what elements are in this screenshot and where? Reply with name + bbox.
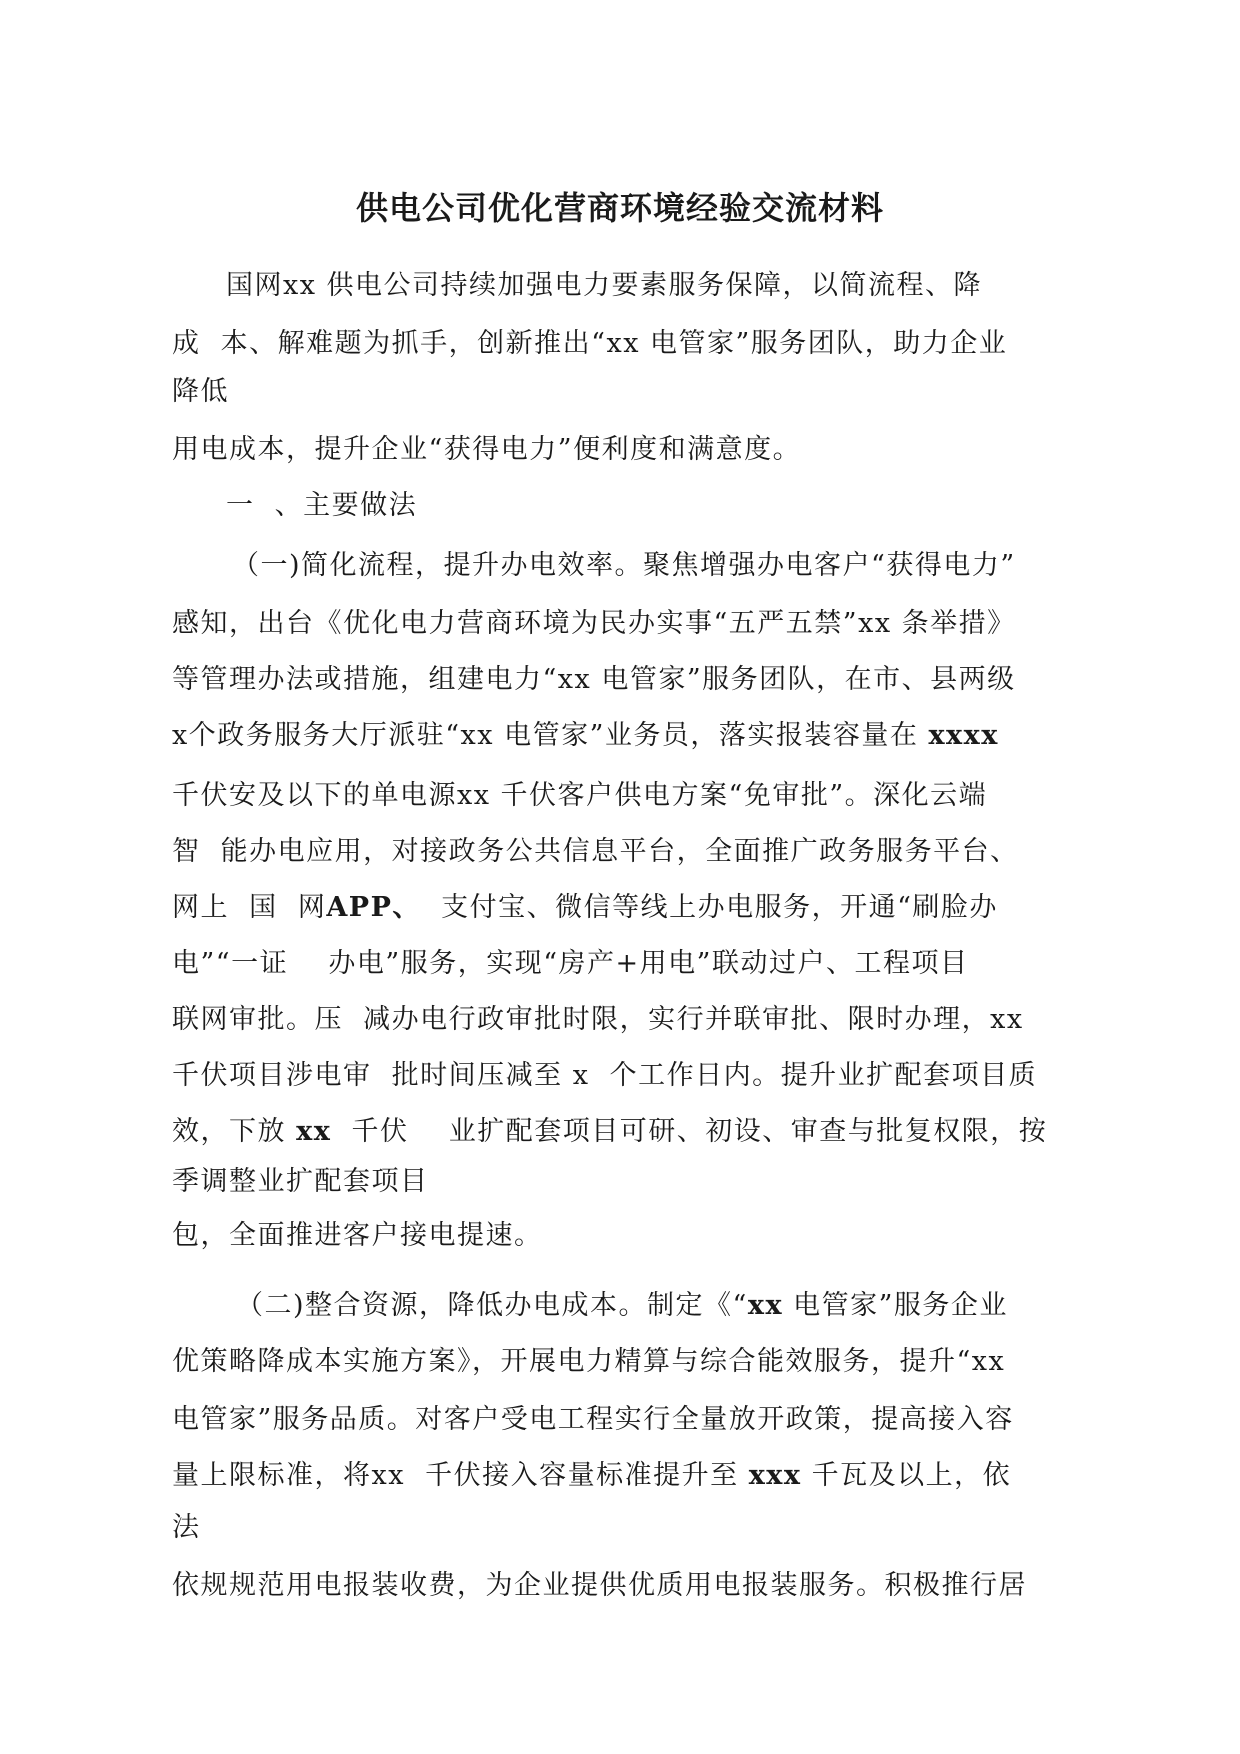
text-run: 千伏项目涉电审 批时间压减至 x 个工作日内。提升业扩配套项目质: [172, 1060, 1038, 1091]
text-run: （一)简化流程，提升办电效率。聚焦增强办电客户“获得电力”: [232, 550, 1016, 581]
paragraph-line: [172, 1400, 1014, 1440]
paragraph-line: [172, 1566, 1027, 1606]
text-run: 电”“一证 办电”服务，实现“房产+用电”联动过户、工程项目: [172, 948, 969, 979]
paragraph-line: [172, 660, 1016, 700]
text-run: 量上限标准，将xx 千伏接入容量标准提升至: [172, 1460, 749, 1491]
text-run-bold: xxx: [748, 1460, 802, 1491]
text-run: 电管家”服务品质。对客户受电工程实行全量放开政策，提高接入容: [172, 1404, 1014, 1435]
paragraph-line: [172, 604, 1016, 644]
text-run: 智 能办电应用，对接政务公共信息平台，全面推广政务服务平台、: [172, 836, 1019, 867]
paragraph-line: [172, 1000, 1024, 1040]
paragraph-line: [172, 1342, 1005, 1382]
text-run: 包，全面推进客户接电提速。: [172, 1220, 543, 1251]
text-run: 季调整业扩配套项目: [172, 1166, 429, 1197]
text-run: （二)整合资源，降低办电成本。制定《“: [236, 1290, 748, 1321]
paragraph-line: [232, 546, 1016, 586]
text-run: 千伏安及以下的单电源xx 千伏客户供电方案“免审批”。深化云端: [172, 780, 988, 811]
text-run: 感知，出台《优化电力营商环境为民办实事“五严五禁”xx 条举措》: [172, 608, 1016, 639]
text-run: 等管理办法或措施，组建电力“xx 电管家”服务团队，在市、县两级: [172, 664, 1016, 695]
text-run: x个政务服务大厅派驻“xx 电管家”业务员，落实报装容量在: [172, 720, 929, 751]
text-run: 网上 国 网: [172, 892, 327, 923]
text-run: 效，下放: [172, 1116, 297, 1147]
paragraph-line: [172, 372, 229, 412]
text-run: 电管家”服务企业: [783, 1290, 1008, 1321]
paragraph-line: [172, 324, 1007, 364]
section-heading: [226, 486, 417, 526]
paragraph-line: [172, 888, 998, 928]
text-run: 成 本、解难题为抓手，创新推出“xx 电管家”服务团队，助力企业: [172, 328, 1008, 359]
text-run: 法: [172, 1512, 201, 1543]
text-run: 依规规范用电报装收费，为企业提供优质用电报装服务。积极推行居: [172, 1570, 1027, 1601]
paragraph-line: [172, 1056, 1037, 1096]
text-run: 联网审批。压 减办电行政审批时限，实行并联审批、限时办理，xx: [172, 1004, 1024, 1035]
paragraph-line: [172, 832, 1019, 872]
paragraph-line: [172, 1112, 1047, 1152]
paragraph-line: [172, 1508, 201, 1548]
text-run: 国网xx 供电公司持续加强电力要素服务保障，以简流程、降: [226, 270, 983, 301]
paragraph-line: [172, 1456, 1011, 1496]
text-run-bold: xxxx: [928, 720, 999, 751]
document-title: 供电公司优化营商环境经验交流材料: [355, 189, 884, 227]
paragraph-line: [172, 716, 999, 756]
text-run-bold: xx: [296, 1116, 332, 1147]
paragraph-line: [172, 1216, 543, 1256]
text-run-bold: APP、: [326, 892, 421, 923]
text-run-bold: xx: [747, 1290, 784, 1321]
paragraph-line: [226, 266, 982, 306]
paragraph-line: [236, 1286, 1008, 1326]
text-run: 支付宝、微信等线上办电服务，开通“刷脸办: [420, 892, 998, 923]
text-run: 千伏 业扩配套项目可研、初设、审查与批复权限，按: [331, 1116, 1048, 1147]
text-run: 一 、主要做法: [226, 490, 418, 521]
text-run: 用电成本，提升企业“获得电力”便利度和满意度。: [172, 434, 802, 465]
text-run: 优策略降成本实施方案》，开展电力精算与综合能效服务，提升“xx: [172, 1346, 1006, 1377]
paragraph-line: [172, 944, 968, 984]
paragraph-line: [172, 776, 987, 816]
paragraph-line: [172, 1162, 429, 1202]
paragraph-line: [172, 430, 801, 470]
text-run: 降低: [172, 376, 229, 407]
text-run: 千瓦及以上，依: [801, 1460, 1012, 1491]
